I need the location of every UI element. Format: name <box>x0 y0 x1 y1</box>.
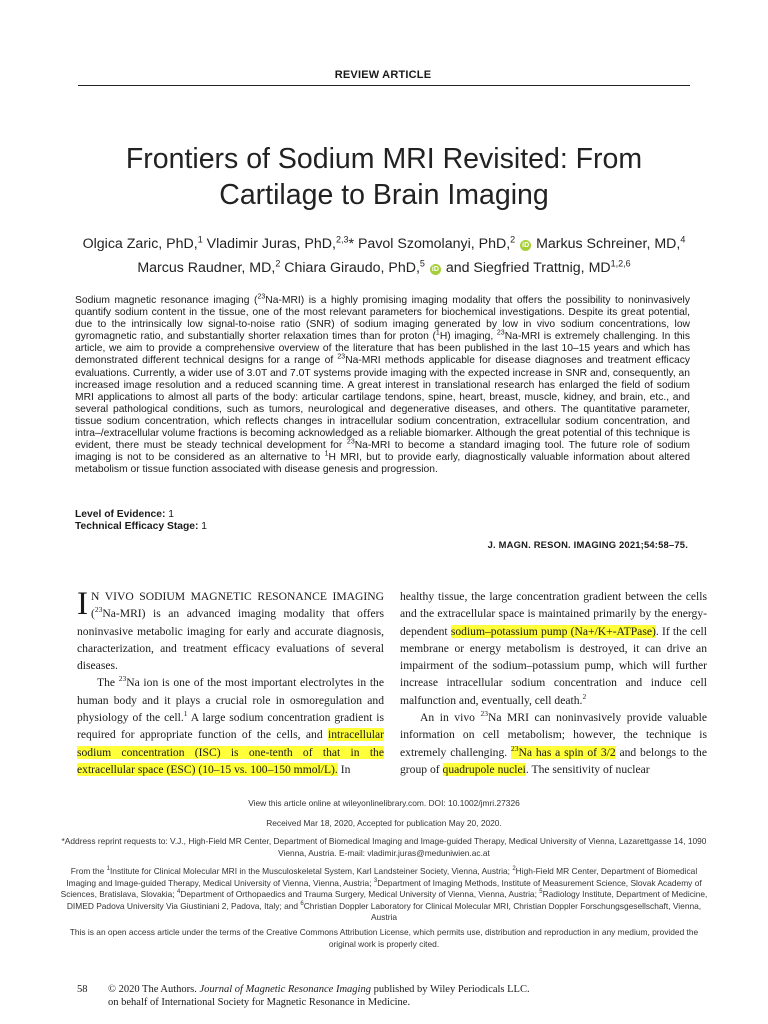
header-rule <box>78 85 690 86</box>
corresponding-mark: * <box>348 236 358 252</box>
author-giraudo: Chiara Giraudo, PhD, <box>280 260 420 276</box>
author-juras: Vladimir Juras, PhD, <box>202 236 336 252</box>
received-dates: Received Mar 18, 2020, Accepted for publication May 20, 2020. <box>266 818 502 828</box>
author-raudner: Marcus Raudner, MD, <box>137 260 276 276</box>
citation-ref[interactable]: 1 <box>183 709 188 719</box>
affiliation-ref: 4 <box>680 234 686 245</box>
author-trattnig: and Siegfried Trattnig, MD <box>441 260 611 276</box>
highlight: sodium–potassium pump (Na+/K+-ATPase) <box>450 624 656 638</box>
highlight: intracellular sodium concentration (ISC) is one-tenth of that in the extracellular space (ESC) (10–15 vs. 100–150 mmol/L). <box>77 728 384 776</box>
citation-ref[interactable]: 2 <box>582 691 587 701</box>
license-text: This is an open access article under the terms of the Creative Commons Attribution License, which permits use, distribution and reproduction in any medium, provided the original work is properly cited. <box>69 927 699 949</box>
copyright-footer: © 2020 The Authors. Journal of Magnetic Resonance Imaging published by Wiley Periodicals LLC. on behalf of International Society for Magnetic Resonance in Medicine. <box>108 984 530 1008</box>
online-info: View this article online at wileyonlinelibrary.com. DOI: 10.1002/jmri.27326 <box>248 798 520 808</box>
affiliation-ref: 5 <box>419 258 425 269</box>
title-line-1: Frontiers of Sodium MRI Revisited: From <box>125 143 643 175</box>
technical-efficacy-stage: Technical Efficacy Stage: 1 <box>75 521 208 532</box>
orcid-icon[interactable]: iD <box>431 266 439 273</box>
section-header: REVIEW ARTICLE <box>334 69 432 81</box>
body-column-right <box>400 588 707 778</box>
highlight: $^{23}$Na has a spin of 3/2 <box>511 743 616 759</box>
affiliation-ref: 2,3 <box>335 234 349 245</box>
paragraph: I N VIVO SODIUM MAGNETIC RESONANCE IMAGING ($^{23}$Na-MRI) is an advanced imaging modality that offers noninvasive metabolic imaging for early and accurate diagnosis, characterization, and treatment efficacy evaluations of several diseases. <box>77 586 384 673</box>
journal-reference: J. MAGN. RESON. IMAGING 2021;54:58–75. <box>487 539 688 550</box>
level-of-evidence: Level of Evidence: 1 <box>75 509 175 520</box>
author-list <box>40 232 728 280</box>
paragraph: The $^{23}$Na ion is one of the most important electrolytes in the human body and it plays a crucial role in osmoregulation and physiology of the cell.$^1$ A large sodium concentration gradient is required for appropriate function of the cells, and intracellular sodium concentration (ISC) is one-tenth of that in the extracellular space (ESC) (10–15 vs. 100–150 mmol/L). In <box>77 674 384 776</box>
affiliation-ref: 1 <box>197 234 203 245</box>
article-title <box>40 141 728 213</box>
orcid-icon[interactable]: iD <box>522 242 530 249</box>
author-schreiner: Markus Schreiner, MD, <box>532 236 681 252</box>
title-line-2: Cartilage to Brain Imaging <box>219 179 549 211</box>
author-szomolanyi: Pavol Szomolanyi, PhD, <box>357 236 511 252</box>
body-column-left <box>77 588 384 778</box>
paragraph: An in vivo $^{23}$Na MRI can noninvasively provide valuable information on cell metabolism; however, the technique is extremely challenging. $^{23}$Na has a spin of 3/2 and belongs to the group of quadrupole nuclei. The sensitivity of nuclear <box>400 709 708 776</box>
paragraph: healthy tissue, the large concentration gradient between the cells and the extracellular space is maintained primarily by the energy-dependent sodium–potassium pump (Na+/K+-ATPase). If the cell membrane or energy metabolism is destroyed, it can drive an impairment of the sodium–potassium pump, which will further increase intracellular sodium concentration and induce cell malfunction and, eventually, cell death.$^2$ <box>400 590 707 707</box>
abstract: Sodium magnetic resonance imaging ($^{23}$Na-MRI) is a highly promising imaging modality that offers the possibility to noninvasively quantify sodium content in the tissue, one of the most relevant parameters for biochemical investigations. Despite its great potential, due to the intrinsically low signal-to-noise ratio (SNR) of sodium imaging generated by low in vivo sodium concentrations, low gyromagnetic ratio, and substantially shorter relaxation times than for proton ($^1$H) imaging, $^{23}$Na-MRI is extremely challenging. In this article, we aim to provide a comprehensive overview of the literature that has been published in the last 10–15 years and which has demonstrated different technical designs for a range of $^{23}$Na-MRI methods applicable for disease diagnoses and treatment efficacy evaluations. Currently, a wider use of 3.0T and 7.0T systems provide imaging with the expected increase in SNR and, consequently, an increased image resolution and a reduced scanning time. A great interest in translational research has enlarged the field of sodium MRI applications to almost all parts of the body: articular cartilage tendons, spine, heart, breast, muscle, kidney, and brain, etc., and several pathological conditions, such as tumors, neurological and degenerative diseases, and others. The quantitative parameter, tissue sodium concentration, which reflects changes in intracellular sodium concentration, extracellular sodium concentration, and intra–/extracellular volume fractions is becoming acknowledged as a reliable biomarker. Although the great potential of this technique is evident, there must be steady technical development for $^{23}$Na-MRI to become a standard imaging tool. The future role of sodium imaging is not to be considered as an alternative to $^1$H MRI, but to provide early, diagnostically valuable information about altered metabolism or tissue function associated with disease genesis and progression. <box>75 293 690 476</box>
affiliation-ref: 1,2,6 <box>610 258 631 269</box>
author-zaric: Olgica Zaric, PhD, <box>82 236 198 252</box>
affiliation-ref: 2 <box>510 234 516 245</box>
drop-cap: I <box>77 586 88 622</box>
affiliations: From the $^1$Institute for Clinical Molecular MRI in the Musculoskeletal System, Karl Landsteiner Society, Vienna, Austria; $^2$High-Field MR Center, Department of Biomedical Imaging and Image-guided Therapy, Medical University of Vienna, Vienna, Austria; $^3$Department of Imaging Methods, Institute of Measurement Science, Slovak Academy of Sciences, Bratislava, Slovakia; $^4$Department of Orthopaedics and Trauma Surgery, Medical University of Vienna, Vienna, Austria; $^5$Radiology Institute, Department of Medicine, DIMED Padova University Via Giustiniani 2, Padova, Italy; and $^6$Christian Doppler Laboratory for Clinical Molecular MRI, Christian Doppler Forschungsgesellschaft, Vienna, Austria <box>60 866 708 923</box>
reprint-address: *Address reprint requests to: V.J., High-Field MR Center, Department of Biomedical Imaging and Image-guided Therapy, Medical University of Vienna, Lazarettgasse 14, 1090 Vienna, Austria. E-mail: vladimir.juras@meduniwien.ac.at <box>61 836 707 858</box>
affiliation-ref: 2 <box>275 258 281 269</box>
highlight: quadrupole nuclei <box>442 762 526 776</box>
page-number: 58 <box>77 984 88 995</box>
